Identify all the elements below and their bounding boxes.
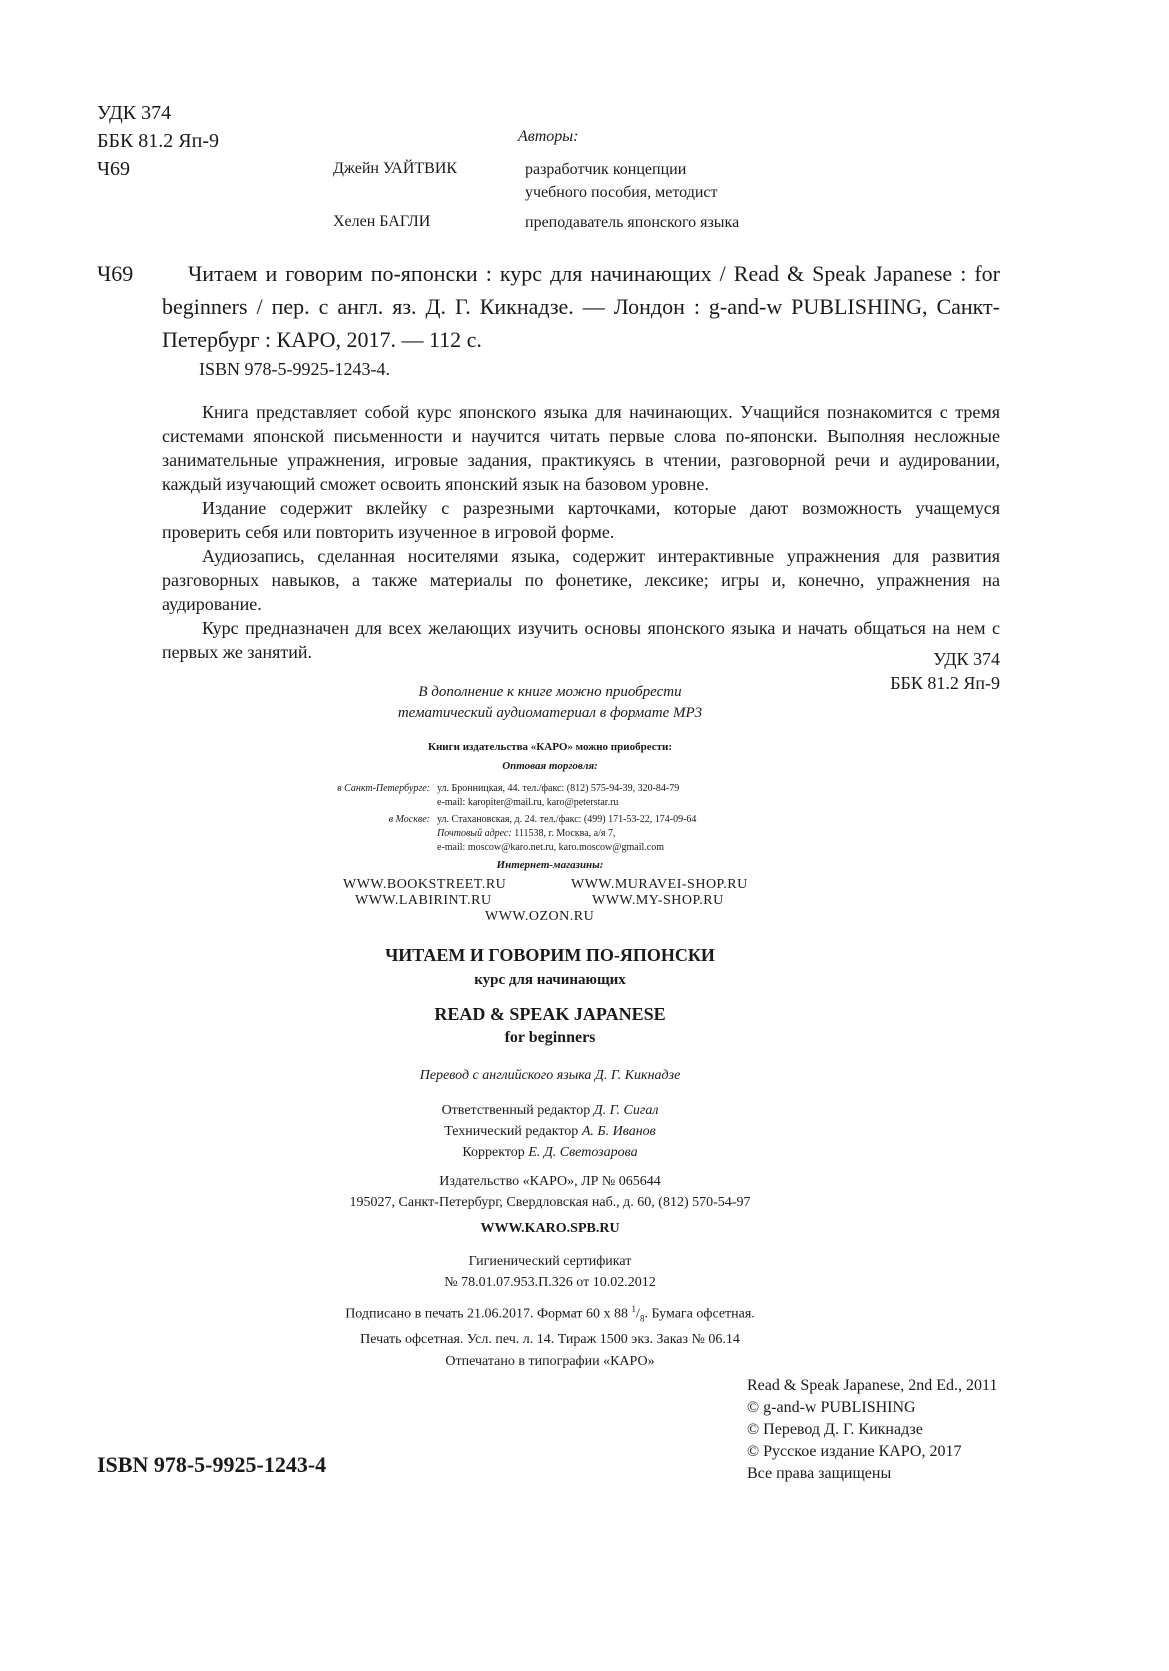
- msk-postal: 111538, г. Москва, а/я 7,: [514, 828, 616, 839]
- translation-note: Перевод с английского языка Д. Г. Кикнадзе: [419, 1068, 681, 1083]
- annotation-paragraph: Книга представляет собой курс японского языка для начинающих. Учащийся познакомится с тремя системами японской письменности и научится читать первые слова по-японски. Выполняя несложные занимательные упражнения, игровые задания, практикуясь в чтении, разговорной речи и аудировании, каждый изучающий сможет освоить японский язык на базовом уровне.: [162, 402, 1000, 494]
- msk-postal-label: Почтовый адрес:: [437, 828, 512, 839]
- staff-row: [250, 1121, 850, 1142]
- bibliography-entry: Читаем и говорим по-японски : курс для начинающих / Read & Speak Japanese : for beginners / пер. с англ. яз. Д. Г. Кикнадзе. — Лондон : g-and-w PUBLISHING, Санкт-Петербург : КАРО, 2017. — 112 с.: [162, 261, 1000, 352]
- staff-name: А. Б. Иванов: [581, 1124, 656, 1139]
- spb-email: e-mail: karopiter@mail.ru, karo@peterstar.ru: [437, 797, 619, 808]
- bbk-code: ББК 81.2 Яп-9: [890, 673, 1000, 693]
- annotation-paragraph: Курс предназначен для всех желающих изучить основы японского языка и начать общаться на нем с первых же занятий.: [162, 618, 1000, 662]
- author-role-2: преподаватель японского языка: [525, 214, 740, 231]
- fraction-num: 1: [631, 1304, 637, 1314]
- annotation: [162, 400, 1000, 664]
- isbn-line: ISBN 978-5-9925-1243-4.: [199, 359, 390, 379]
- author-name-2: Хелен БАГЛИ: [333, 213, 431, 230]
- fraction-sep: /: [636, 1306, 640, 1322]
- ru-title: ЧИТАЕМ И ГОВОРИМ ПО-ЯПОНСКИ: [385, 945, 715, 965]
- copyright-line: © Русское издание КАРО, 2017: [747, 1443, 962, 1460]
- shop-link[interactable]: WWW.BOOKSTREET.RU: [343, 877, 507, 892]
- en-title: READ & SPEAK JAPANESE: [434, 1004, 666, 1024]
- staff-name: Д. Г. Сигал: [593, 1103, 659, 1118]
- hygiene-certificate: [250, 1251, 850, 1293]
- supplement-line: В дополнение к книге можно приобрести: [418, 684, 682, 700]
- fraction-den: 8: [639, 1313, 645, 1324]
- copyright-line: © g-and-w PUBLISHING: [747, 1399, 916, 1416]
- wholesale-heading: Оптовая торговля:: [502, 760, 598, 772]
- publisher-line: Издательство «КАРО», ЛР № 065644: [439, 1174, 661, 1189]
- print-line: [250, 1299, 850, 1329]
- print-paper: . Бумага офсетная.: [644, 1306, 755, 1322]
- publisher-info: [250, 1171, 850, 1213]
- staff-list: [250, 1100, 850, 1163]
- spb-address: [437, 782, 679, 810]
- classification-block: [97, 99, 219, 183]
- author-name-1: Джейн УАЙТВИК: [333, 160, 458, 177]
- online-shops-heading: Интернет-магазины:: [496, 859, 604, 871]
- author-role-line: учебного пособия, методист: [525, 184, 718, 201]
- print-info: [250, 1299, 850, 1350]
- msk-address: [437, 813, 696, 855]
- certificate-number: № 78.01.07.953.П.326 от 10.02.2012: [444, 1275, 656, 1290]
- shop-link[interactable]: WWW.OZON.RU: [485, 909, 595, 924]
- copyright-line: Read & Speak Japanese, 2nd Ed., 2011: [747, 1377, 998, 1394]
- publisher-address: 195027, Санкт-Петербург, Свердловская наб., д. 60, (812) 570-54-97: [349, 1195, 751, 1210]
- staff-row: [250, 1142, 850, 1163]
- spb-label: в Санкт-Петербурге:: [337, 783, 430, 794]
- printed-by: Отпечатано в типографии «КАРО»: [445, 1354, 655, 1369]
- author-role-line: разработчик концепции: [525, 161, 687, 178]
- msk-address-line: ул. Стахановская, д. 24. тел./факс: (499) 171-53-22, 174-09-64: [437, 814, 697, 825]
- staff-role: Технический редактор: [444, 1124, 579, 1139]
- author-mark: Ч69: [97, 158, 130, 180]
- udk-bottom: [890, 647, 1000, 695]
- supplement-line: тематический аудиоматериал в формате MP3: [397, 705, 703, 721]
- sales-heading: Книги издательства «КАРО» можно приобрести:: [427, 741, 673, 753]
- msk-label: в Москве:: [388, 814, 430, 825]
- annotation-paragraph: Аудиозапись, сделанная носителями языка, содержит интерактивные упражнения для развития разговорных навыков, а также материалы по фонетике, лексике; игры и, конечно, упражнения на аудирование.: [162, 546, 1000, 614]
- author-role-1: [525, 158, 717, 204]
- msk-email: e-mail: moscow@karo.net.ru, karo.moscow@gmail.com: [437, 842, 664, 853]
- staff-role: Корректор: [462, 1145, 525, 1160]
- certificate-line: Гигиенический сертификат: [468, 1254, 632, 1269]
- udk-code: УДК 374: [933, 649, 1000, 669]
- copyright-line: Все права защищены: [747, 1465, 892, 1482]
- annotation-paragraph: Издание содержит вклейку с разрезными карточками, которые дают возможность учащемуся проверить себя или повторить изученное в игровой форме.: [162, 498, 1000, 542]
- publisher-website[interactable]: WWW.KARO.SPB.RU: [480, 1221, 620, 1236]
- staff-name: Е. Д. Светозарова: [528, 1145, 638, 1160]
- udk-code: УДК 374: [97, 102, 172, 124]
- staff-row: [250, 1100, 850, 1121]
- authors-heading: Авторы:: [518, 128, 579, 145]
- staff-role: Ответственный редактор: [441, 1103, 591, 1118]
- shop-link[interactable]: WWW.MY-SHOP.RU: [592, 893, 724, 908]
- shop-link[interactable]: WWW.MURAVEI-SHOP.RU: [571, 877, 748, 892]
- shop-link[interactable]: WWW.LABIRINT.RU: [355, 893, 492, 908]
- supplement-note: [300, 682, 800, 724]
- spb-address-line: ул. Бронницкая, 44. тел./факс: (812) 575-94-39, 320-84-79: [437, 783, 680, 794]
- bbk-code: ББК 81.2 Яп-9: [97, 130, 220, 152]
- isbn-bottom: ISBN 978-5-9925-1243-4: [97, 1452, 327, 1477]
- copyright-block: [747, 1375, 997, 1485]
- print-line: Печать офсетная. Усл. печ. л. 14. Тираж 1500 экз. Заказ № 06.14: [360, 1332, 740, 1348]
- en-subtitle: for beginners: [504, 1029, 596, 1046]
- print-format: Подписано в печать 21.06.2017. Формат 60 x 88: [345, 1306, 632, 1322]
- copyright-line: © Перевод Д. Г. Кикнадзе: [747, 1421, 923, 1438]
- bibliography-mark: Ч69: [97, 261, 134, 286]
- ru-subtitle: курс для начинающих: [474, 972, 626, 988]
